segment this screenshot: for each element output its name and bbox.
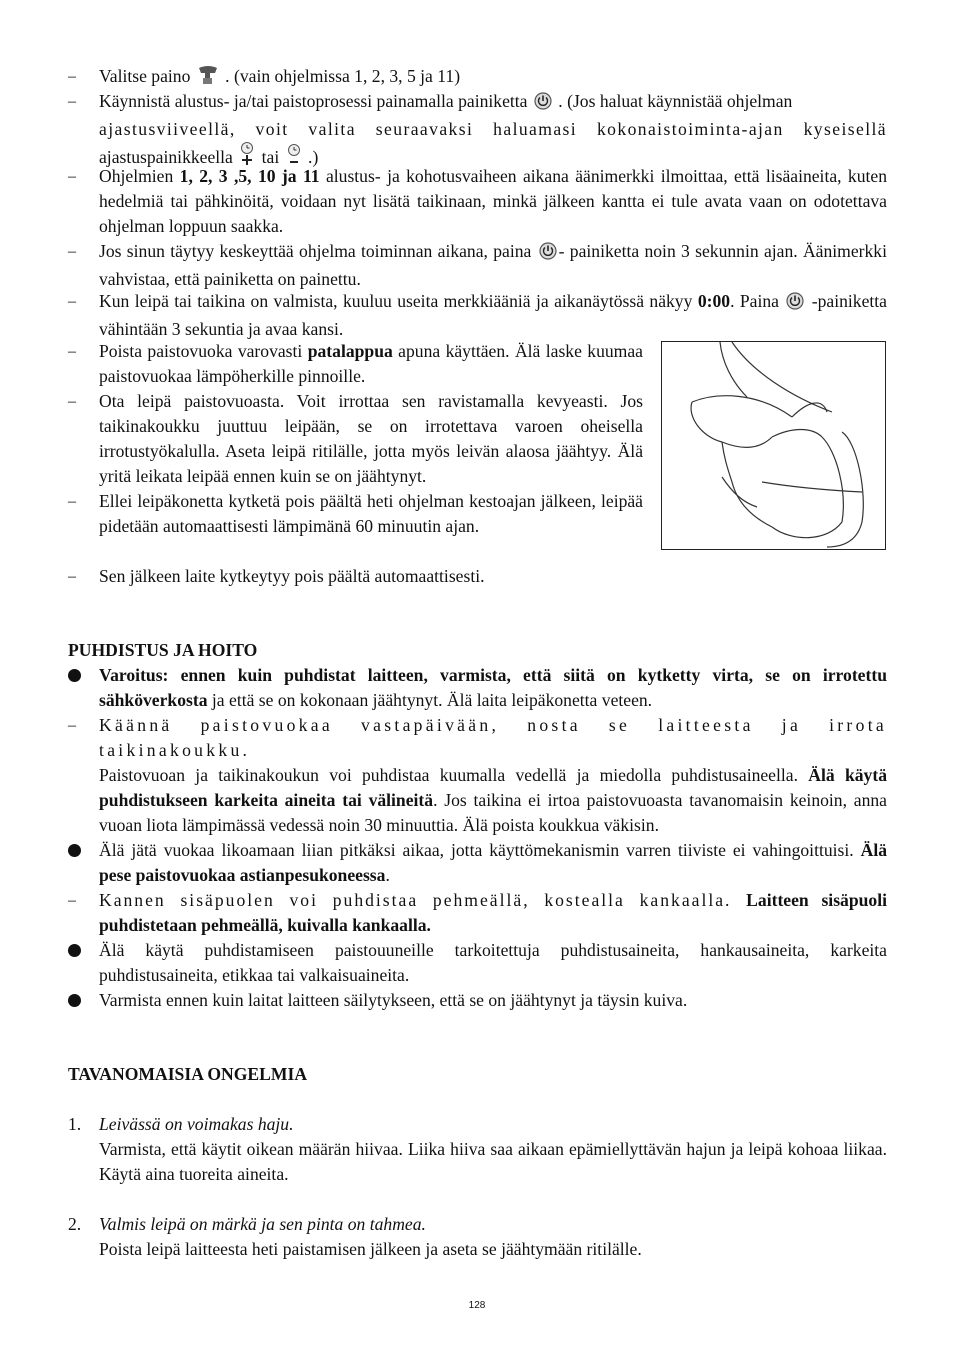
cleaning-turn: – Käännä paistovuokaa vastapäivään, nosta se laitteesta ja irrota taikinakoukku. Paistovuoan ja taikinakoukun voi puhdistaa kuumalla vedellä ja miedolla puhdistusaineella. Älä käytä puhdistukseen karkeita aineita tai välineitä. Jos taikina ei irtoa paistovuoasta tavanomaisin keinoin, anna vuoan liota lämpimässä vedessä noin 30 minuuttia. Älä poista koukkua väkisin. [68,715,887,835]
bullet-dot [68,669,81,682]
bullet-dot [68,994,81,1007]
cleaning-agents: Älä käytä puhdistamiseen paistouuneille tarkoitettuja puhdistusaineita, hankausaineita, karkeita puhdistusaineita, etikkaa tai valkaisuaineita. [68,938,887,988]
weight-icon [197,65,219,92]
step-done: – Kun leipä tai taikina on valmista, kuuluu useita merkkiääniä ja aikanäytössä näkyy 0:00. Paina -painiketta vähintään 3 sekuntia ja avaa kansi. [68,291,887,339]
step-start: – Käynnistä alustus- ja/tai paistoprosessi painamalla painiketta . (Jos haluat käynnistää ohjelman ajastusviiveellä, voit valita seuraavaksi haluamasi kokonaistoiminta-ajan kyseisellä ajastuspainikkeella tai .) [68,89,887,173]
problem-item: 2. Valmis leipä on märkä ja sen pinta on tahmea. Poista leipä laitteesta heti paistamisen jälkeen ja aseta se jäähtymään ritilälle. [68,1214,642,1259]
bullet-dot [68,844,81,857]
step-takeout: – Ota leipä paistovuoasta. Voit irrottaa sen ravistamalla kevyeasti. Jos taikinakoukku juuttuu leipään, se on irrotettava varoen oheisella irrotustyökalulla. Aseta leipä ritilälle, jotta myös leivän alaosa jäähtyy. Älä yritä leikata leipää ennen kuin se on jäähtynyt. [68,391,643,486]
step-keepwarm: – Ellei leipäkonetta kytketä pois päältä heti ohjelman kestoajan jälkeen, leipää pidetään automaattisesti lämpimänä 60 minuutin ajan. [68,491,643,536]
power-icon [539,242,557,267]
step-remove: – Poista paistovuoka varovasti patalappua apuna käyttäen. Älä laske kuumaa paistovuokaa lämpöherkille pinnoille. [68,341,643,386]
step-weight: – Valitse paino . (vain ohjelmissa 1, 2, 3, 5 ja 11) [68,64,887,92]
oven-mitt-illustration [661,341,886,550]
step-stop: – Jos sinun täytyy keskeyttää ohjelma toiminnan aikana, paina - painiketta noin 3 sekunnin ajan. Äänimerkki vahvistaa, että painiketta on painettu. [68,241,887,289]
power-icon [534,92,552,117]
power-icon [786,292,804,317]
bullet-dot [68,944,81,957]
cleaning-warning: Varoitus: ennen kuin puhdistat laitteen, varmista, että siitä on kytketty virta, se on irrotettu sähköverkosta ja että se on kokonaan jäähtynyt. Älä laita leipäkonetta veteen. [68,663,887,713]
page-number: 128 [468,1300,486,1311]
cleaning-heading: PUHDISTUS JA HOITO [68,640,258,660]
cleaning-storage: Varmista ennen kuin laitat laitteen säilytykseen, että se on jäähtynyt ja täysin kuiva. [68,988,887,1013]
step-beep: – Ohjelmien 1, 2, 3 ,5, 10 ja 11 alustus- ja kohotusvaiheen aikana äänimerkki ilmoittaa, että lisäaineita, kuten hedelmiä tai pähkinöitä, voidaan nyt lisätä taikinaan, minkä jälkeen kantta ei tule avata vaan on odotettava ohjelman loppuun saakka. [68,166,888,236]
problems-heading: TAVANOMAISIA ONGELMIA [68,1064,308,1084]
step-autooff: – Sen jälkeen laite kytkeytyy pois päältä automaattisesti. [68,566,485,586]
cleaning-lid: – Kannen sisäpuolen voi puhdistaa pehmeällä, kostealla kankaalla. Laitteen sisäpuoli puhdistetaan pehmeällä, kuivalla kankaalla. [68,890,887,935]
cleaning-soak: Älä jätä vuokaa likoamaan liian pitkäksi aikaa, jotta käyttömekanismin varren tiiviste ei vahingoittuisi. Älä pese paistovuokaa astianpesukoneessa. [68,838,887,888]
problem-item: 1. Leivässä on voimakas haju. Varmista, että käytit oikean määrän hiivaa. Liika hiiva saa aikaan epämiellyttävän hajun ja leipä kohoaa liikaa. Käytä aina tuoreita aineita. [68,1114,887,1184]
